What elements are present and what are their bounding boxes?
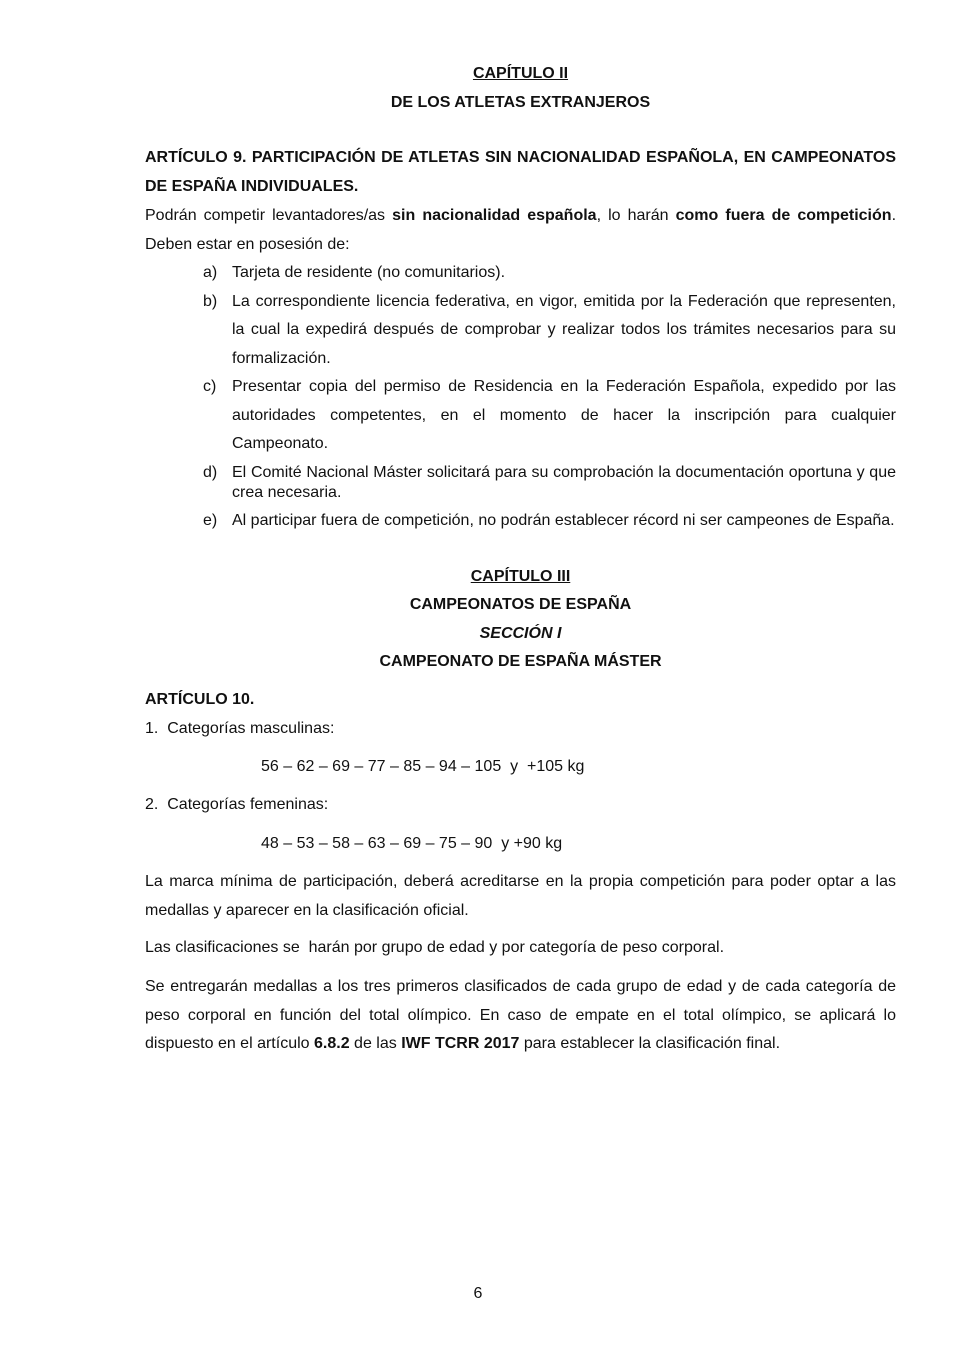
article-10-heading: ARTÍCULO 10. — [145, 691, 255, 708]
article-reference: 6.8.2 — [314, 1035, 350, 1052]
list-item — [203, 373, 896, 459]
list-marker: c) — [203, 378, 217, 395]
intro-bold-out-of-competition: como fuera de competición — [675, 207, 892, 224]
intro-bold-nationality: sin nacionalidad española — [392, 207, 597, 224]
section-label: SECCIÓN I — [479, 625, 562, 642]
list-item-text: El Comité Nacional Máster solicitará para su comprobación la documentación oportuna y que crea necesaria. — [232, 463, 896, 501]
list-item-text: La correspondiente licencia federativa, en vigor, emitida por la Federación que representen, la cual la expedirá después de comprobar y realizar todos los trámites necesarios para su formalización. — [232, 292, 896, 367]
list-marker: e) — [203, 511, 218, 529]
medals-paragraph — [145, 973, 896, 1059]
chapter-3-label: CAPÍTULO III — [470, 568, 571, 585]
men-categories-label: 1. Categorías masculinas: — [145, 720, 335, 737]
medals-text: de las — [349, 1035, 402, 1052]
minimum-mark-paragraph: La marca mínima de participación, deberá acreditarse en la propia competición para poder optar a las medallas y aparecer en la clasificación oficial. — [145, 873, 896, 919]
intro-text: . Deben estar en posesión de: — [145, 207, 897, 253]
section-title: CAMPEONATO DE ESPAÑA MÁSTER — [379, 653, 662, 670]
list-item — [203, 259, 896, 288]
classification-paragraph: Las clasificaciones se harán por grupo de edad y por categoría de peso corporal. — [145, 939, 725, 956]
list-item — [203, 459, 896, 507]
list-marker: d) — [203, 463, 218, 481]
chapter-2-title: DE LOS ATLETAS EXTRANJEROS — [390, 94, 651, 111]
women-weight-classes: 48 – 53 – 58 – 63 – 69 – 75 – 90 y +90 kg — [261, 835, 563, 852]
list-marker: a) — [203, 264, 218, 281]
article-9-intro — [145, 202, 896, 259]
intro-text: Podrán competir levantadores/as — [145, 207, 393, 224]
list-item-text: Al participar fuera de competición, no podrán establecer récord ni ser campeones de España. — [232, 511, 895, 529]
requirements-list — [203, 259, 896, 535]
list-item — [203, 507, 896, 536]
list-item — [203, 288, 896, 374]
list-marker: b) — [203, 292, 218, 310]
medals-text: para establecer la clasificación final. — [519, 1035, 781, 1052]
list-item-text: Tarjeta de residente (no comunitarios). — [232, 264, 506, 281]
chapter-3-title: CAMPEONATOS DE ESPAÑA — [409, 596, 632, 613]
medals-text: Se entregarán medallas a los tres primeros clasificados de cada grupo de edad y de cada categoría de peso corporal en función del total olímpico. En caso de empate en el total olímpico, se aplicará lo dispuesto en el artículo — [145, 978, 896, 1052]
men-weight-classes: 56 – 62 – 69 – 77 – 85 – 94 – 105 y +105 kg — [261, 758, 585, 775]
rules-reference: IWF TCRR 2017 — [401, 1035, 520, 1052]
intro-text: , lo harán — [596, 207, 676, 224]
women-categories-label: 2. Categorías femeninas: — [145, 796, 329, 813]
article-9-heading: ARTÍCULO 9. PARTICIPACIÓN DE ATLETAS SIN NACIONALIDAD ESPAÑOLA, EN CAMPEONATOS DE ESPAÑA INDIVIDUALES. — [145, 149, 896, 195]
chapter-2-label: CAPÍTULO II — [472, 65, 569, 82]
page-number: 6 — [473, 1285, 483, 1302]
list-item-text: Presentar copia del permiso de Residencia en la Federación Española, expedido por las autoridades competentes, en el momento de hacer la inscripción para cualquier Campeonato. — [232, 378, 896, 452]
